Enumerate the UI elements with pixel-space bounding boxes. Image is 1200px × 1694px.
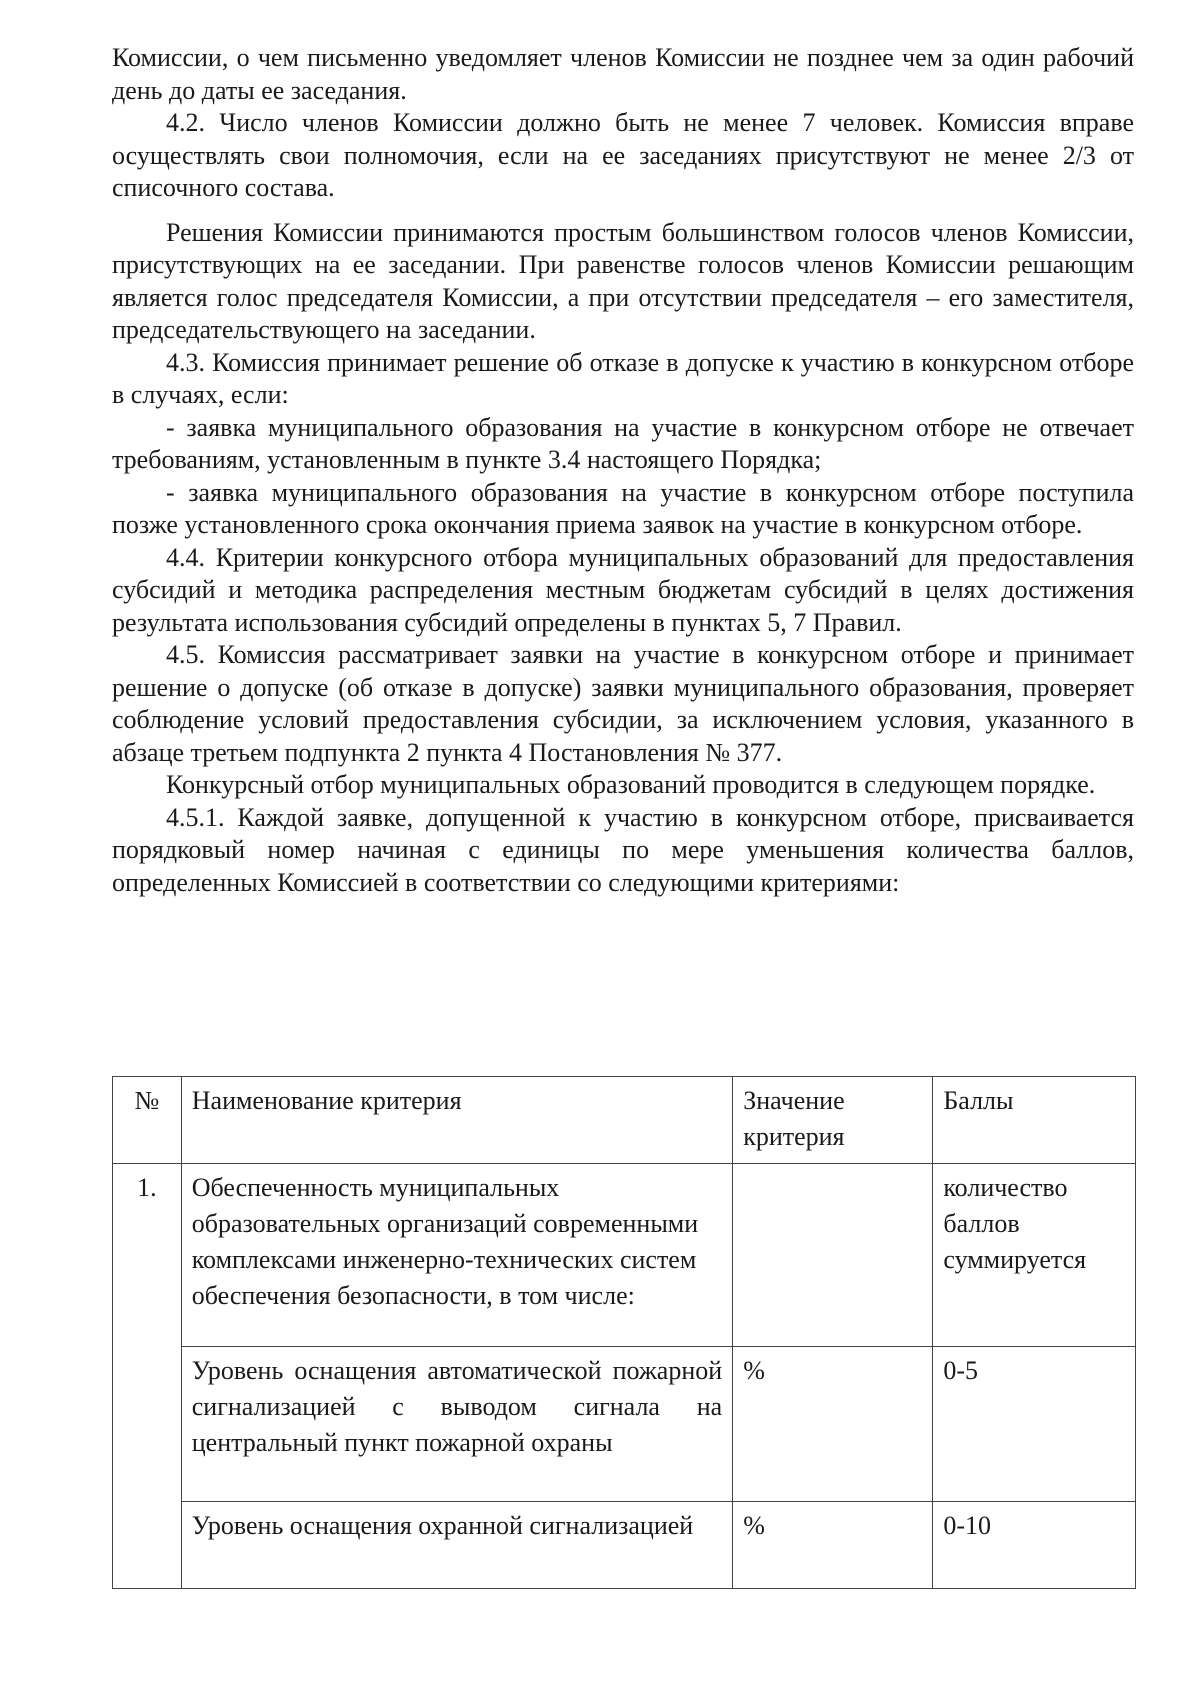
paragraph-decisions: Решения Комиссии принимаются простым большинством голосов членов Комиссии, присутствующих на ее заседании. При равенстве голосов членов Комиссии решающим является голос председателя Комиссии, а при отсутствии председателя – его заместителя, председательствующего на заседании. [112, 217, 1134, 344]
header-score: Баллы [933, 1077, 1136, 1164]
table-row [113, 1502, 1136, 1589]
row-score: количество баллов суммируется [933, 1164, 1136, 1347]
row-num: 1. [113, 1164, 182, 1589]
row-criterion-value: % [733, 1347, 933, 1502]
paragraph-selection-order: Конкурсный отбор муниципальных образований проводится в следующем порядке. [166, 770, 1096, 799]
row-score: 0-5 [933, 1347, 1136, 1502]
row-score: 0-10 [933, 1502, 1136, 1589]
header-num: № [113, 1077, 182, 1164]
paragraph-4-4: 4.4. Критерии конкурсного отбора муниципальных образований для предоставления субсидий и методика распределения местным бюджетам субсидий в целях достижения результата использования субсидий определены в пунктах 5, 7 Правил. [112, 542, 1134, 637]
list-item-late-submission: - заявка муниципального образования на участие в конкурсном отборе поступила позже установленного срока окончания приема заявок на участие в конкурсном отборе. [112, 477, 1134, 539]
list-item-requirements: - заявка муниципального образования на участие в конкурсном отборе не отвечает требованиям, установленным в пункте 3.4 настоящего Порядка; [112, 412, 1134, 474]
paragraph-4-3: 4.3. Комиссия принимает решение об отказе в допуске к участию в конкурсном отборе в случаях, если: [112, 347, 1134, 409]
paragraph-4-5: 4.5. Комиссия рассматривает заявки на участие в конкурсном отборе и принимает решение о допуске (об отказе в допуске) заявки муниципального образования, проверяет соблюдение условий предоставления субсидии, за исключением условия, указанного в абзаце третьем подпункта 2 пункта 4 Постановления № 377. [112, 640, 1134, 767]
header-criterion-name: Наименование критерия [181, 1077, 732, 1164]
table-header-row [113, 1077, 1136, 1164]
criteria-table [112, 1076, 1136, 1589]
row-criterion-name: Обеспеченность муниципальных образовательных организаций современными комплексами инженерно-технических систем обеспечения безопасности, в том числе: [181, 1164, 732, 1347]
paragraph-4-5-1: 4.5.1. Каждой заявке, допущенной к участию в конкурсном отборе, присваивается порядковый номер начиная с единицы по мере уменьшения количества баллов, определенных Комиссией в соответствии со следующими критериями: [112, 802, 1134, 897]
row-criterion-name: Уровень оснащения автоматической пожарной сигнализацией с выводом сигнала на центральный пункт пожарной охраны [181, 1347, 732, 1502]
row-criterion-value: % [733, 1502, 933, 1589]
document-body [112, 42, 1134, 899]
paragraph-4-2: 4.2. Число членов Комиссии должно быть не менее 7 человек. Комиссия вправе осуществлять свои полномочия, если на ее заседаниях присутствуют не менее 2/3 от списочного состава. [112, 108, 1134, 202]
row-criterion-value [733, 1164, 933, 1347]
table-row [113, 1164, 1136, 1347]
row-criterion-name: Уровень оснащения охранной сигнализацией [181, 1502, 732, 1589]
table-row [113, 1347, 1136, 1502]
paragraph-continuation: Комиссии, о чем письменно уведомляет членов Комиссии не позднее чем за один рабочий день до даты ее заседания. [112, 43, 1134, 105]
header-criterion-value: Значение критерия [733, 1077, 933, 1164]
